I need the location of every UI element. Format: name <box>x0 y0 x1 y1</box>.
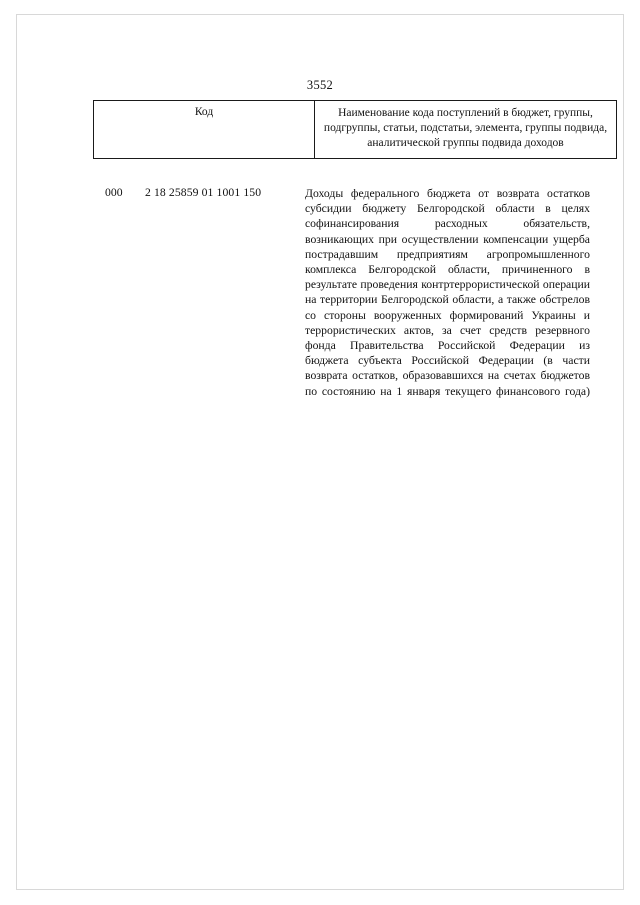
column-header-name: Наименование кода поступлений в бюджет, группы, подгруппы, статьи, подстатьи, элемента, группы подвида, аналитической группы подвида доходов <box>315 101 617 159</box>
code-header-table <box>93 100 617 159</box>
row-chapter-code: 000 <box>105 186 123 199</box>
column-header-code: Код <box>94 101 315 159</box>
row-name-cell: Доходы федерального бюджета от возврата остатков субсидии бюджету Белгородской области в целях софинансирования расходных обязательств, возникающих при осуществлении компенсации ущерба пострадавшим предприятиям агропромышленного комплекса Белгородской области, причиненного в результате проведения контртеррористической операции на территории Белгородской области, а также обстрелов со стороны вооруженных формирований Украины и террористических актов, за счет средств резервного фонда Правительства Российской Федерации из бюджета субъекта Российской Федерации (в части возврата остатков, образовавшихся на счетах бюджетов по состоянию на 1 января текущего финансового года) <box>305 187 590 398</box>
table-header-row <box>94 101 617 159</box>
table-row <box>93 186 590 398</box>
page-number: 3552 <box>306 78 334 92</box>
row-income-code: 2 18 25859 01 1001 150 <box>145 186 262 199</box>
